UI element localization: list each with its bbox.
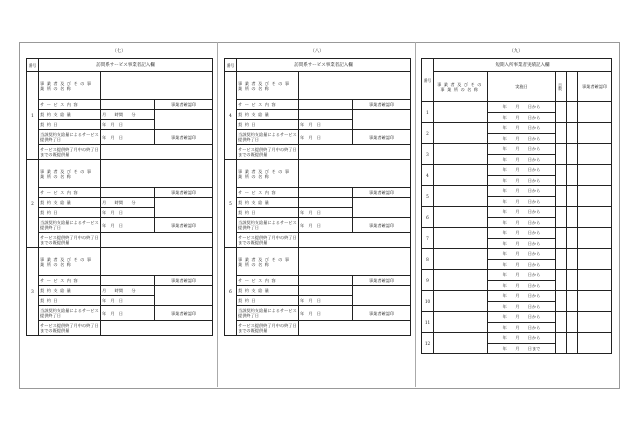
notes-cell[interactable] xyxy=(567,207,578,228)
provider-cell[interactable] xyxy=(434,270,488,291)
date-to: 年 月 日から xyxy=(488,322,556,333)
confirm-label: 事業者確認印 xyxy=(155,218,213,233)
days-cell[interactable] xyxy=(556,165,567,186)
row-number: 5 xyxy=(422,186,434,207)
date-from: 年 月 日から xyxy=(488,144,556,155)
amount-label: 契約支給量 xyxy=(237,198,299,208)
date-header: 実施日 xyxy=(488,72,556,102)
days-cell[interactable] xyxy=(556,291,567,312)
end-label: 当該契約支給量によるサービス提供終了日 xyxy=(237,306,299,321)
stamp-cell[interactable] xyxy=(578,102,612,123)
provider-value[interactable] xyxy=(299,72,411,100)
end-label: 当該契約支給量によるサービス提供終了日 xyxy=(39,218,101,233)
row-number: 7 xyxy=(422,228,434,249)
date-to: 年 月 日から xyxy=(488,238,556,249)
confirm-label: 事業者確認印 xyxy=(353,188,411,198)
confirm-label: 事業者確認印 xyxy=(353,276,411,286)
end-value: 年 月 日 xyxy=(101,130,155,145)
provider-header: 事業者及びその事業所の名称 xyxy=(434,72,488,102)
service-label: サービス内容 xyxy=(39,100,101,110)
date-from: 年 月 日から xyxy=(488,123,556,134)
provider-label: 事業者及びその事業所の名称 xyxy=(237,72,299,100)
service-label: サービス内容 xyxy=(237,188,299,198)
notes-cell[interactable] xyxy=(567,165,578,186)
panel-number: （七） xyxy=(112,49,126,54)
date-value: 年 月 日 xyxy=(299,296,353,306)
end-value: 年 月 日 xyxy=(101,218,155,233)
date-label: 契約日 xyxy=(39,296,101,306)
row-number: 4 xyxy=(422,165,434,186)
stamp-box[interactable] xyxy=(155,286,213,306)
provider-value[interactable] xyxy=(101,248,213,276)
stamp-cell[interactable] xyxy=(578,123,612,144)
date-to: 年 月 日から xyxy=(488,154,556,165)
confirm-label: 事業者確認印 xyxy=(353,306,411,321)
date-from: 年 月 日から xyxy=(488,102,556,113)
end-label: 当該契約支給量によるサービス提供終了日 xyxy=(237,218,299,233)
provider-value[interactable] xyxy=(101,72,213,100)
amount-value: 月 時間 分 xyxy=(101,198,155,208)
confirm-label: 事業者確認印 xyxy=(155,130,213,145)
row-number: 6 xyxy=(225,248,237,336)
amount-value: 月 時間 分 xyxy=(101,110,155,120)
confirm-label: 事業者確認印 xyxy=(155,100,213,110)
date-from: 年 月 日から xyxy=(488,186,556,197)
used-label: サービス提供終了月中の終了日までの既提供量 xyxy=(237,233,299,248)
used-value[interactable] xyxy=(101,145,213,160)
stamp-box[interactable] xyxy=(155,110,213,130)
fold-line xyxy=(217,42,218,387)
notes-cell[interactable] xyxy=(567,144,578,165)
days-cell[interactable] xyxy=(556,123,567,144)
amount-value: 月 時間 分 xyxy=(101,286,155,296)
service-label: サービス内容 xyxy=(39,276,101,286)
notes-header xyxy=(567,72,578,102)
date-value: 年 月 日 xyxy=(101,296,155,306)
provider-cell[interactable] xyxy=(434,144,488,165)
date-to: 年 月 日から xyxy=(488,133,556,144)
provider-cell[interactable] xyxy=(434,123,488,144)
date-to: 年 月 日から xyxy=(488,301,556,312)
date-value: 年 月 日 xyxy=(299,208,353,218)
end-value: 年 月 日 xyxy=(299,218,353,233)
used-label: サービス提供終了月中の終了日までの既提供量 xyxy=(237,145,299,160)
date-to: 年 月 日まで xyxy=(488,343,556,354)
stamp-cell[interactable] xyxy=(578,312,612,333)
stamp-cell[interactable] xyxy=(578,249,612,270)
stamp-cell[interactable] xyxy=(578,186,612,207)
notes-cell[interactable] xyxy=(567,249,578,270)
amount-label: 契約支給量 xyxy=(39,198,101,208)
days-cell[interactable] xyxy=(556,270,567,291)
used-value[interactable] xyxy=(299,233,411,248)
row-number: 9 xyxy=(422,270,434,291)
date-from: 年 月 日から xyxy=(488,291,556,302)
fold-line xyxy=(415,42,416,387)
end-value: 年 月 日 xyxy=(299,306,353,321)
stamp-cell[interactable] xyxy=(578,333,612,354)
date-to: 年 月 日から xyxy=(488,175,556,186)
amount-label: 契約支給量 xyxy=(237,286,299,296)
provider-cell[interactable] xyxy=(434,312,488,333)
days-cell[interactable] xyxy=(556,228,567,249)
date-label: 契約日 xyxy=(237,296,299,306)
provider-cell[interactable] xyxy=(434,291,488,312)
panel-number: （九） xyxy=(509,49,523,54)
provider-label: 事業者及びその事業所の名称 xyxy=(237,248,299,276)
provider-value[interactable] xyxy=(101,160,213,188)
confirm-header: 事業者確認印 xyxy=(578,72,612,102)
date-from: 年 月 日から xyxy=(488,270,556,281)
date-from: 年 月 日から xyxy=(488,249,556,260)
provider-cell[interactable] xyxy=(434,207,488,228)
confirm-label: 事業者確認印 xyxy=(155,276,213,286)
service-label: サービス内容 xyxy=(237,276,299,286)
used-value[interactable] xyxy=(299,145,411,160)
days-cell[interactable] xyxy=(556,186,567,207)
days-cell[interactable] xyxy=(556,144,567,165)
provider-label: 事業者及びその事業所の名称 xyxy=(237,160,299,188)
date-to: 年 月 日から xyxy=(488,196,556,207)
amount-label: 契約支給量 xyxy=(39,110,101,120)
end-value: 年 月 日 xyxy=(101,306,155,321)
confirm-label: 事業者確認印 xyxy=(155,306,213,321)
provider-label: 事業者及びその事業所の名称 xyxy=(39,72,101,100)
notes-cell[interactable] xyxy=(567,312,578,333)
no-header: 番号 xyxy=(27,59,39,72)
stamp-cell[interactable] xyxy=(578,291,612,312)
end-label: 当該契約支給量によるサービス提供終了日 xyxy=(39,306,101,321)
end-label: 当該契約支給量によるサービス提供終了日 xyxy=(39,130,101,145)
notes-cell[interactable] xyxy=(567,123,578,144)
used-label: サービス提供終了月中の終了日までの既提供量 xyxy=(39,321,101,336)
provider-cell[interactable] xyxy=(434,333,488,354)
notes-cell[interactable] xyxy=(567,186,578,207)
date-value: 年 月 日 xyxy=(299,120,353,130)
used-value[interactable] xyxy=(101,321,213,336)
provider-cell[interactable] xyxy=(434,249,488,270)
date-label: 契約日 xyxy=(39,208,101,218)
provider-table-7 xyxy=(26,58,213,336)
date-from: 年 月 日から xyxy=(488,228,556,239)
used-label: サービス提供終了月中の終了日までの既提供量 xyxy=(39,233,101,248)
days-cell[interactable] xyxy=(556,312,567,333)
provider-value[interactable] xyxy=(299,160,411,188)
date-to: 年 月 日から xyxy=(488,112,556,123)
service-label: サービス内容 xyxy=(237,100,299,110)
notes-cell[interactable] xyxy=(567,102,578,123)
no-header: 番号 xyxy=(225,59,237,72)
stamp-box[interactable] xyxy=(353,286,411,306)
end-label: 当該契約支給量によるサービス提供終了日 xyxy=(237,130,299,145)
end-value: 年 月 日 xyxy=(299,130,353,145)
amount-label: 契約支給量 xyxy=(39,286,101,296)
row-number: 1 xyxy=(422,102,434,123)
row-number: 1 xyxy=(27,72,39,160)
used-label: サービス提供終了月中の終了日までの既提供量 xyxy=(237,321,299,336)
notes-cell[interactable] xyxy=(567,228,578,249)
date-to: 年 月 日から xyxy=(488,259,556,270)
row-number: 2 xyxy=(422,123,434,144)
stamp-cell[interactable] xyxy=(578,207,612,228)
confirm-label: 事業者確認印 xyxy=(353,130,411,145)
used-value[interactable] xyxy=(299,321,411,336)
provider-label: 事業者及びその事業所の名称 xyxy=(39,160,101,188)
panel-heading: 短期入所事業者実績記入欄 xyxy=(434,59,612,72)
no-header: 番号 xyxy=(422,59,434,102)
row-number: 3 xyxy=(27,248,39,336)
date-value: 年 月 日 xyxy=(101,208,155,218)
days-header: 日数 xyxy=(556,72,567,102)
panel-heading: 訪問系サービス事業者記入欄 xyxy=(237,59,411,72)
used-value[interactable] xyxy=(101,233,213,248)
stamp-cell[interactable] xyxy=(578,144,612,165)
row-number: 5 xyxy=(225,160,237,248)
date-value: 年 月 日 xyxy=(101,120,155,130)
row-number: 6 xyxy=(422,207,434,228)
row-number: 4 xyxy=(225,72,237,160)
provider-label: 事業者及びその事業所の名称 xyxy=(39,248,101,276)
date-from: 年 月 日から xyxy=(488,333,556,344)
row-number: 12 xyxy=(422,333,434,354)
date-to: 年 月 日から xyxy=(488,217,556,228)
provider-table-8 xyxy=(224,58,411,336)
panel-heading: 訪問系サービス事業者記入欄 xyxy=(39,59,213,72)
date-from: 年 月 日から xyxy=(488,207,556,218)
panel-number: （八） xyxy=(310,49,324,54)
stamp-box[interactable] xyxy=(353,198,411,218)
used-label: サービス提供終了月中の終了日までの既提供量 xyxy=(39,145,101,160)
row-number: 10 xyxy=(422,291,434,312)
confirm-label: 事業者確認印 xyxy=(155,188,213,198)
days-cell[interactable] xyxy=(556,102,567,123)
provider-cell[interactable] xyxy=(434,165,488,186)
days-cell[interactable] xyxy=(556,207,567,228)
date-label: 契約日 xyxy=(237,208,299,218)
stamp-box[interactable] xyxy=(155,198,213,218)
provider-cell[interactable] xyxy=(434,102,488,123)
days-cell[interactable] xyxy=(556,249,567,270)
short-stay-table xyxy=(421,58,612,354)
row-number: 2 xyxy=(27,160,39,248)
confirm-label: 事業者確認印 xyxy=(353,100,411,110)
confirm-label: 事業者確認印 xyxy=(353,218,411,233)
provider-value[interactable] xyxy=(299,248,411,276)
row-number: 8 xyxy=(422,249,434,270)
date-label: 契約日 xyxy=(39,120,101,130)
service-label: サービス内容 xyxy=(39,188,101,198)
provider-cell[interactable] xyxy=(434,186,488,207)
amount-label: 契約支給量 xyxy=(237,110,299,120)
date-label: 契約日 xyxy=(237,120,299,130)
stamp-box[interactable] xyxy=(353,110,411,130)
date-from: 年 月 日から xyxy=(488,165,556,176)
date-from: 年 月 日から xyxy=(488,312,556,323)
date-to: 年 月 日から xyxy=(488,280,556,291)
provider-cell[interactable] xyxy=(434,228,488,249)
stamp-cell[interactable] xyxy=(578,165,612,186)
notes-cell[interactable] xyxy=(567,333,578,354)
stamp-cell[interactable] xyxy=(578,270,612,291)
days-cell[interactable] xyxy=(556,333,567,354)
row-number: 3 xyxy=(422,144,434,165)
notes-cell[interactable] xyxy=(567,270,578,291)
notes-cell[interactable] xyxy=(567,291,578,312)
row-number: 11 xyxy=(422,312,434,333)
stamp-cell[interactable] xyxy=(578,228,612,249)
